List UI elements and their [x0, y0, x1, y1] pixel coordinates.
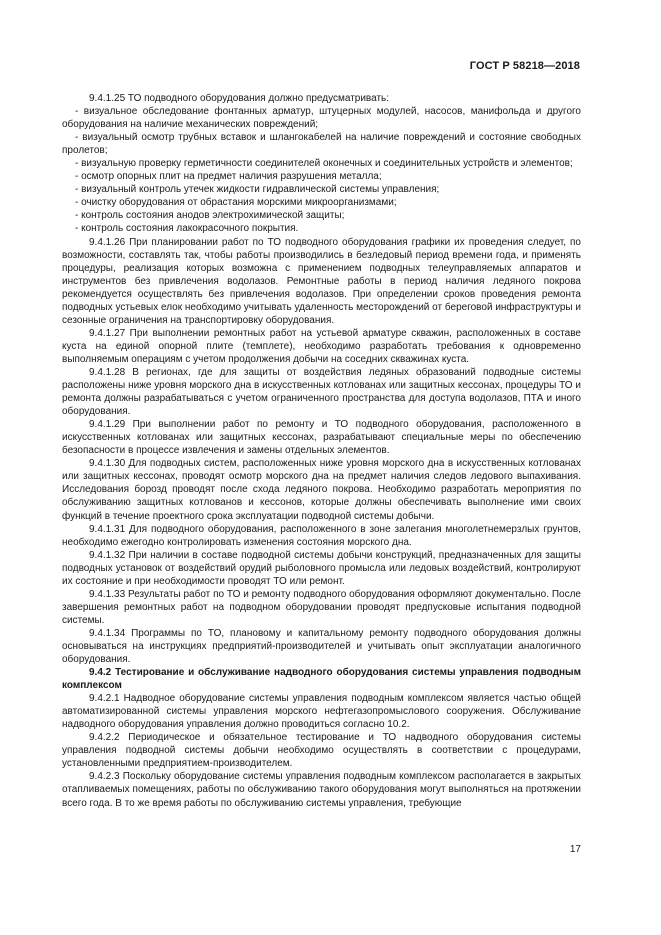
paragraph: 9.4.1.25 ТО подводного оборудования должно предусматривать:: [89, 93, 390, 104]
paragraph: 9.4.2.2 Периодическое и обязательное тестирование и ТО надводного оборудования системы управления подводной системы добычи необходимо осуществлять в соответствии с процедурами, установленными предприятием-производителем.: [62, 732, 581, 770]
paragraph: 9.4.1.34 Программы по ТО, плановому и капитальному ремонту подводного оборудования должны основываться на инструкциях предприятий-производителей и учитывать опыт эксплуатации аналогичного оборудования.: [62, 627, 581, 666]
paragraph: 9.4.1.29 При выполнении работ по ремонту и ТО подводного оборудования, расположенного в искусственных котлованах или защитных кессонах, разрабатывают специальные меры по обеспечению безопасности в процессе извлечения и замены отдельных элементов.: [62, 419, 581, 457]
paragraph: 9.4.1.33 Результаты работ по ТО и ремонту подводного оборудования оформляют документально. После завершения ремонтных работ на подводном оборудовании проводят предпусковые испытания подводной системы.: [62, 588, 581, 626]
bullet-item: - визуальный осмотр трубных вставок и шлангокабелей на наличие повреждений и состояние свободных пролетов;: [62, 132, 581, 157]
bullet-item: - визуальное обследование фонтанных арматур, штуцерных модулей, насосов, манифольда и другого оборудования на наличие механических повреждений;: [62, 106, 581, 131]
bullet-item: - визуальную проверку герметичности соединителей оконечных и соединительных устройств и элементов;: [75, 158, 573, 170]
paragraph: 9.4.1.26 При планировании работ по ТО подводного оборудования графики их проведения следует, по возможности, составлять так, чтобы работы производились в безледовый период времени года, и применять процедуры, реализация которых возможна с применением подводных телеуправляемых аппаратов и инструментов без привлечения водолазов. Ремонтные работы в период наличия ледяного покрова рекомендуется осуществлять без привлечения водолазов. При определении сроков проведения ремонта подводных устьевых елок необходимо учитывать удаленность месторождений от береговой инфраструктуры и сезонные ограничения на транспортировку оборудования.: [62, 236, 581, 326]
paragraph: 9.4.1.28 В регионах, где для защиты от воздействия ледяных образований подводные системы расположены ниже уровня морского дна в искусственных котлованах или защитных кессонах, процедуры ТО и ремонта должны разрабатываться с учетом ограниченного пространства для доступа водолазов, ПТА и иного оборудования.: [62, 366, 581, 418]
section-heading: 9.4.2 Тестирование и обслуживание надводного оборудования системы управления подводным комплексом: [62, 667, 581, 692]
paragraph: 9.4.1.30 Для подводных систем, расположенных ниже уровня морского дна в искусственных котлованах или защитных кессонах, проводят осмотр морского дна на предмет наличия следов ледового выпахивания. Исследования борозд проводят после схода ледяного покрова. Необходимо разработать мероприятия по обслуживанию защитных котлованов и кессонов, которые должны обеспечивать выполнение ими своих функций в течение проектного срока эксплуатации подводной системы добычи.: [62, 458, 581, 522]
standard-header: ГОСТ Р 58218—2018: [469, 60, 580, 72]
paragraph: 9.4.1.32 При наличии в составе подводной системы добычи конструкций, предназначенных для защиты подводных установок от воздействий орудий рыболовного промысла или ледовых воздействий, контролируют их состояние и при необходимости проводят ТО или ремонт.: [62, 549, 581, 587]
bullet-item: - визуальный контроль утечек жидкости гидравлической системы управления;: [75, 184, 440, 196]
paragraph: 9.4.2.1 Надводное оборудование системы управления подводным комплексом является частью общей автоматизированной системы управления морского нефтегазопромыслового сооружения. Обслуживание надводного оборудования управления должно проводиться согласно 10.2.: [62, 693, 581, 731]
bullet-item: - очистку оборудования от обрастания морскими микроорганизмами;: [75, 197, 397, 209]
page-number: 17: [569, 844, 581, 855]
document-body: [62, 92, 581, 810]
bullet-item: - контроль состояния анодов электрохимической защиты;: [75, 210, 345, 222]
paragraph: 9.4.1.31 Для подводного оборудования, расположенного в зоне залегания многолетнемерзлых грунтов, необходимо ежегодно контролировать изменения состояния морского дна.: [62, 523, 581, 548]
paragraph: 9.4.2.3 Поскольку оборудование системы управления подводным комплексом располагается в закрытых отапливаемых помещениях, работы по обслуживанию такого оборудования могут выполняться на протяжении всего года. В то же время работы по обслуживанию системы управления, требующие: [62, 771, 581, 809]
bullet-item: - контроль состояния лакокрасочного покрытия.: [75, 223, 299, 235]
bullet-item: - осмотр опорных плит на предмет наличия разрушения металла;: [75, 171, 382, 183]
paragraph: 9.4.1.27 При выполнении ремонтных работ на устьевой арматуре скважин, расположенных в составе куста на единой опорной плите (темплете), необходимо разработать требования к одновременно выполняемым операциям с учетом продолжения добычи на соседних скважинах куста.: [62, 327, 581, 365]
